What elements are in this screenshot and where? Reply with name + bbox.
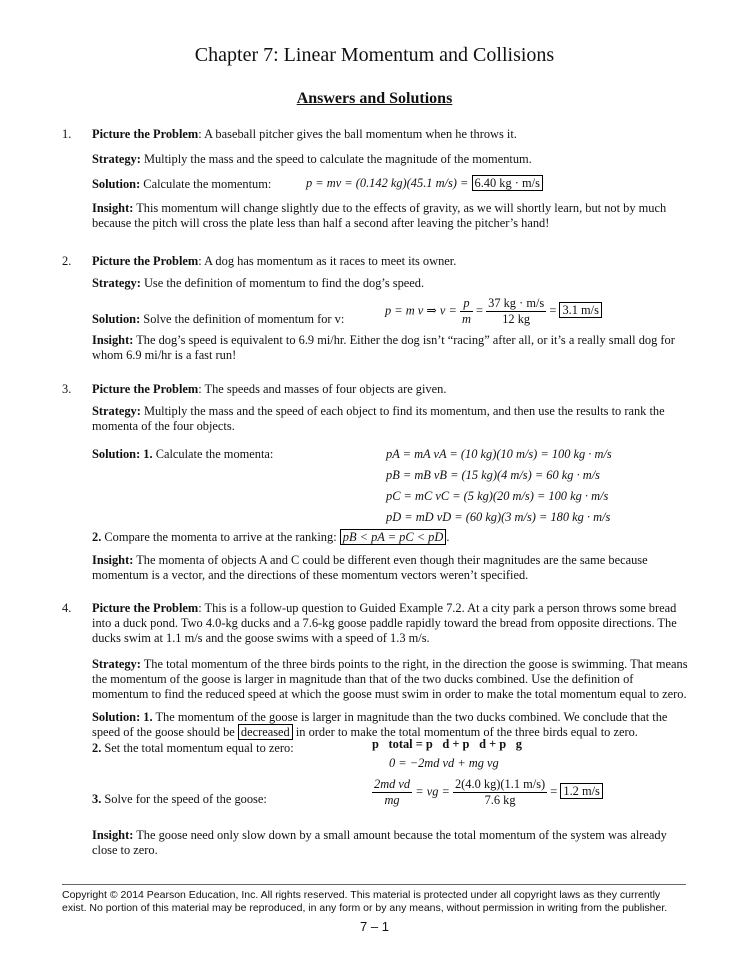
insight-label: Insight: [92, 333, 134, 347]
picture-label: Picture the Problem [92, 601, 199, 615]
solution-text-a: The momentum of the goose is larger in magnitude than the two ducks combined. We conclude that the speed of the goose should be [92, 710, 668, 739]
step-label: 2. [92, 741, 102, 755]
zero-momentum-equation: 0 = −2md vd + mg vg [389, 756, 499, 770]
insight-text: The momenta of objects A and C could be different even though their magnitudes are the same because momentum is a vector, and the directions of these momentum vectors weren’t specified. [92, 553, 648, 582]
solution-label: Solution: 1. [92, 447, 153, 461]
strategy-label: Strategy: [92, 276, 141, 290]
numerator: 2(4.0 kg)(1.1 m/s) [454, 777, 546, 791]
insight-label: Insight: [92, 828, 134, 842]
solution-text: Calculate the momenta: [152, 447, 274, 461]
denominator: 12 kg [502, 312, 531, 326]
numerator: 37 kg · m/s [488, 296, 545, 310]
solution [92, 710, 688, 740]
step-3 [92, 792, 267, 807]
picture-the-problem [92, 601, 688, 646]
problem-number: 2. [62, 254, 72, 268]
denominator: 7.6 kg [484, 793, 516, 807]
equation-left: p = m v ⇒ v = [385, 303, 457, 318]
fraction [453, 777, 547, 808]
solution-label: Solution: [92, 177, 141, 191]
solution-label: Solution: [92, 312, 141, 326]
answer-box: 3.1 m/s [559, 302, 602, 318]
strategy [92, 657, 688, 702]
insight-text: The goose need only slow down by a small amount because the total momentum of the system was already close to zero. [92, 828, 667, 857]
solution [92, 312, 344, 327]
copyright-notice: Copyright © 2014 Pearson Education, Inc. All rights reserved. This material is protected under all copyright laws as they currently exist. No portion of this material may be reproduced, in any form or by any means, without permission in writing from the publisher. [62, 889, 668, 914]
picture-label: Picture the Problem [92, 382, 199, 396]
strategy [92, 404, 688, 434]
solution [92, 177, 271, 192]
strategy-label: Strategy: [92, 152, 141, 166]
strategy-label: Strategy: [92, 657, 141, 671]
step-text: Solve for the speed of the goose: [101, 792, 267, 806]
solution-text-b: in order to make the total momentum of the three birds equal to zero. [292, 725, 638, 739]
equation-text: p = mv = (0.142 kg)(45.1 m/s) = [306, 176, 469, 190]
fraction [486, 296, 546, 327]
decreased-box: decreased [238, 724, 293, 740]
solution-text: Solve the definition of momentum for v: [140, 312, 345, 326]
solution-label: Solution: 1. [92, 710, 153, 724]
picture-the-problem [92, 127, 692, 142]
insight-text: This momentum will change slightly due to the effects of gravity, as we will shortly learn, but not by much because the pitch will cross the plate less than half a second after leaving the pitcher’s hand! [92, 201, 667, 230]
answer-box: 1.2 m/s [560, 783, 603, 799]
total-momentum-equation: p⃗total = p⃗d + p⃗d + p⃗g [372, 737, 522, 751]
insight [92, 553, 688, 583]
picture-text: : A dog has momentum as it races to meet its owner. [198, 254, 457, 268]
ranking-step: 2. Compare the momenta to arrive at the ranking: pB < pA = pC < pD . [92, 530, 450, 544]
momentum-equation: pC = mC vC = (5 kg)(20 m/s) = 100 kg · m/s [386, 489, 609, 503]
momentum-equation: pA = mA vA = (10 kg)(10 m/s) = 100 kg · m/s [386, 447, 612, 461]
goose-speed-equation: $\frac{\text{2md vd}}{mg}$ = vg = $\frac{2(4.0 kg)(1.1 m/s)}{7.6 kg}$ = 1.2 m/s [372, 777, 603, 808]
strategy-text: Use the definition of momentum to find the dog’s speed. [140, 276, 425, 290]
fraction [460, 296, 473, 327]
denominator: m [461, 312, 471, 326]
strategy-text: The total momentum of the three birds points to the right, in the direction the goose is swimming. That means the momentum of the goose is larger in magnitude than that of the two ducks combined. Use the definition of momentum to find the reduced speed at which the goose must swim in order to make the total momentum equal to zero. [92, 657, 688, 701]
numerator: 2md vd [374, 777, 411, 791]
momentum-equation: pB = mB vB = (15 kg)(4 m/s) = 60 kg · m/s [386, 468, 600, 482]
strategy-label: Strategy: [92, 404, 141, 418]
strategy [92, 152, 692, 167]
problem-number: 1. [62, 127, 72, 141]
insight [92, 201, 688, 231]
denominator: mg [384, 793, 400, 807]
fraction [372, 777, 412, 808]
insight-label: Insight: [92, 553, 134, 567]
picture-text: : A baseball pitcher gives the ball momentum when he throws it. [198, 127, 517, 141]
step-label: 3. [92, 792, 102, 806]
insight-label: Insight: [92, 201, 134, 215]
page-number: 7 – 1 [360, 919, 389, 934]
picture-the-problem [92, 254, 692, 269]
step-label: 2. [92, 530, 102, 544]
insight [92, 828, 688, 858]
solution-text: Calculate the momentum: [140, 177, 272, 191]
picture-text: : This is a follow-up question to Guided Example 7.2. At a city park a person throws some bread into a duck pond. Two 4.0-kg ducks and a 7.6-kg goose paddle rapidly toward the bread from opposite directions. The ducks swim at 1.1 m/s and the goose swims with a speed of 1.3 m/s. [92, 601, 677, 645]
picture-the-problem [92, 382, 692, 397]
ranking-box: pB < pA = pC < pD [340, 529, 447, 545]
problem-number: 4. [62, 601, 72, 615]
picture-label: Picture the Problem [92, 127, 199, 141]
insight [92, 333, 688, 363]
footer-divider [62, 884, 686, 885]
problem-number: 3. [62, 382, 72, 396]
momentum-equation: pD = mD vD = (60 kg)(3 m/s) = 180 kg · m/s [386, 510, 611, 524]
answer-box: 6.40 kg · m/s [472, 175, 543, 191]
equation-mid: = vg = [415, 784, 450, 799]
picture-label: Picture the Problem [92, 254, 199, 268]
chapter-title: Chapter 7: Linear Momentum and Collisions [194, 44, 555, 66]
picture-text: : The speeds and masses of four objects are given. [198, 382, 447, 396]
step-text: Compare the momenta to arrive at the ranking: [101, 530, 337, 544]
strategy [92, 276, 692, 291]
section-subtitle: Answers and Solutions [296, 90, 453, 107]
numerator: p [460, 296, 473, 312]
insight-text: The dog’s speed is equivalent to 6.9 mi/hr. Either the dog isn’t “racing” after all, or it’s a really small dog for whom 6.9 mi/hr is a fast run! [92, 333, 675, 362]
step-2 [92, 741, 294, 756]
solution [92, 447, 273, 462]
step-text: Set the total momentum equal to zero: [101, 741, 294, 755]
strategy-text: Multiply the mass and the speed of each object to find its momentum, and then use the results to rank the momenta of the four objects. [92, 404, 665, 433]
momentum-equation [306, 176, 543, 191]
strategy-text: Multiply the mass and the speed to calculate the magnitude of the momentum. [140, 152, 532, 166]
speed-equation: p = m v ⇒ v = $\frac{p}{m}$ = $\frac{37 kg \cdot m/s}{12 kg}$ = 3.1 m/s [385, 296, 602, 327]
